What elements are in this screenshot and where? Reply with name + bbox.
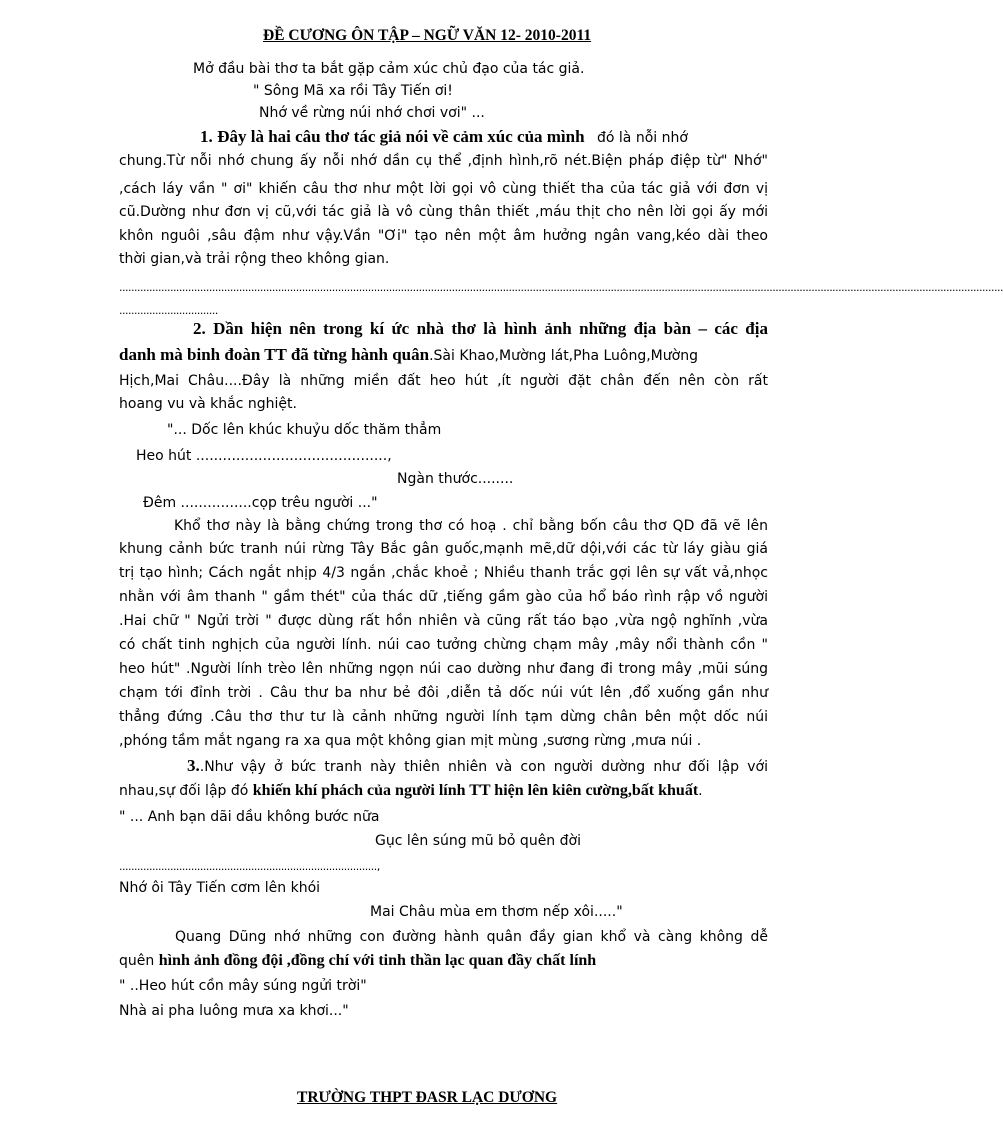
paragraph-line: nhằn với âm thanh " gầm thét" của thác dữ ,tiếng gầm gào của hổ báo rình rập vồ người (119, 589, 768, 605)
paragraph-line: .Hai chữ " Ngửi trời " được dùng rất hồn nhiên và cũng rất táo bạo ,vừa ngộ nghĩnh ,vừa (119, 613, 768, 629)
emphasis-text: hình ảnh đồng đội ,đồng chí với tinh thần lạc quan đầy chất lính (158, 952, 597, 969)
place-names: .Sài Khao,Mường lát,Pha Luông,Mường (429, 348, 698, 364)
section-2-heading-cont: danh mà binh đoàn TT đã từng hành quân (119, 345, 430, 364)
verse-line: " Sông Mã xa rồi Tây Tiến ơi! (253, 83, 453, 99)
paragraph-line (119, 952, 596, 970)
paragraph-line: Quang Dũng nhớ những con đường hành quân đầy gian khổ và càng không dễ (175, 929, 768, 945)
paragraph-line (119, 782, 703, 800)
paragraph-line: có chất tinh nghịch của người lính. núi cao tưởng chừng chạm mây ,mây nổi thành cồn " (119, 637, 768, 653)
dotted-blank-line: ................................. (119, 304, 218, 317)
section-2-heading: 2. Dần hiện nên trong kí ức nhà thơ là hình ảnh những địa bàn – các địa (193, 319, 768, 338)
verse-line: Gục lên súng mũ bỏ quên đời (375, 833, 581, 849)
paragraph-line: chạm tới đỉnh trời . Câu thư ba như bẻ đôi ,diễn tả dốc núi vút lên ,đổ xuống gần như (119, 685, 768, 701)
intro-line: Mở đầu bài thơ ta bắt gặp cảm xúc chủ đạo của tác giả. (193, 61, 585, 77)
verse-line: "... Dốc lên khúc khuỷu dốc thăm thẳm (167, 422, 442, 438)
verse-line: Mai Châu mùa em thơm nếp xôi....." (370, 904, 623, 920)
verse-line: Ngàn thước........ (397, 471, 514, 487)
dotted-blank-line: ......................................................................................, (119, 860, 380, 873)
section-3-lead (187, 757, 768, 776)
section-1-heading: Đây là hai câu thơ tác giả nói về cảm xúc của mình (217, 127, 585, 146)
paragraph-line: Hịch,Mai Châu....Đây là những miền đất heo hút ,ít người đặt chân đến nên còn rất (119, 373, 768, 389)
school-footer: TRƯỜNG THPT ĐASR LẠC DƯƠNG (297, 1089, 558, 1106)
paragraph-text: nhau,sự đối lập đó (119, 783, 253, 799)
paragraph-line: khôn nguôi ,sâu đậm như vậy.Vần "Ơi" tạo nên một âm hưởng ngân vang,kéo dài theo (119, 228, 768, 244)
paragraph-line: khung cảnh bức tranh núi rừng Tây Bắc gân guốc,mạnh mẽ,dữ dội,với các từ láy giàu giá (119, 541, 768, 557)
verse-line: " ..Heo hút cồn mây súng ngửi trời" (119, 978, 367, 994)
paragraph-line: Khổ thơ này là bằng chứng trong thơ có hoạ . chỉ bằng bốn câu thơ QD đã vẽ lên (174, 518, 768, 534)
verse-line: " ... Anh bạn dãi dầu không bước nữa (119, 809, 380, 825)
section-number: 1. (200, 127, 213, 146)
paragraph-text: . (698, 783, 703, 799)
dotted-blank-line: ....................................................................................................................................................................................................................................................................................................... (119, 281, 1003, 294)
emphasis-text: khiến khí phách của người lính TT hiện lên kiên cường,bất khuất (252, 782, 699, 799)
verse-line: Heo hút ..........................................., (136, 448, 392, 464)
paragraph-line: cũ.Dường như đơn vị cũ,với tác giả là vô cùng thân thiết ,máu thịt cho nên lời gọi ấy mới (119, 204, 768, 220)
paragraph-line: heo hút" .Người lính trèo lên những ngọn núi cao dường như đang đi trong mây ,mũi súng (119, 661, 768, 677)
paragraph-line: thời gian,và trải rộng theo không gian. (119, 251, 390, 267)
section-1-lead (200, 128, 768, 147)
paragraph-line (119, 346, 768, 365)
verse-line: Nhớ về rừng núi nhớ chơi vơi" ... (259, 105, 485, 121)
section-1-lead-rest: đó là nỗi nhớ (597, 130, 688, 146)
verse-line: Đêm ................cọp trêu người ..." (143, 495, 378, 511)
verse-line: Nhớ ôi Tây Tiến cơm lên khói (119, 880, 321, 896)
verse-line: Nhà ai pha luông mưa xa khơi..." (119, 1003, 349, 1019)
paragraph-line: ,cách láy vần " ơi" khiến câu thơ như một lời gọi vô cùng thiết tha của tác giả với đơn vị (119, 181, 768, 197)
section-3-lead-rest: .Như vậy ở bức tranh này thiên nhiên và con người dường như đối lập với (199, 759, 768, 775)
paragraph-line: chung.Từ nỗi nhớ chung ấy nỗi nhớ dần cụ thể ,định hình,rõ nét.Biện pháp điệp từ" Nhớ" (119, 153, 768, 169)
page-title: ĐỀ CƯƠNG ÔN TẬP – NGỮ VĂN 12- 2010-2011 (263, 27, 592, 44)
section-number: 3. (187, 756, 200, 775)
paragraph-line: hoang vu và khắc nghiệt. (119, 396, 297, 412)
paragraph-line: thẳng đứng .Câu thơ thư tư là cảnh những người lính tạm dừng chân bên một dốc núi (119, 709, 768, 725)
paragraph-text: quên (119, 953, 159, 969)
paragraph-line: ,phóng tầm mắt ngang ra xa qua một không gian mịt mùng ,sương rừng ,mưa núi . (119, 733, 702, 749)
paragraph-line: trị tạo hình; Cách ngắt nhịp 4/3 ngắn ,chắc khoẻ ; Nhiều thanh trắc gợi lên sự vất vả,nhọc (119, 565, 768, 581)
